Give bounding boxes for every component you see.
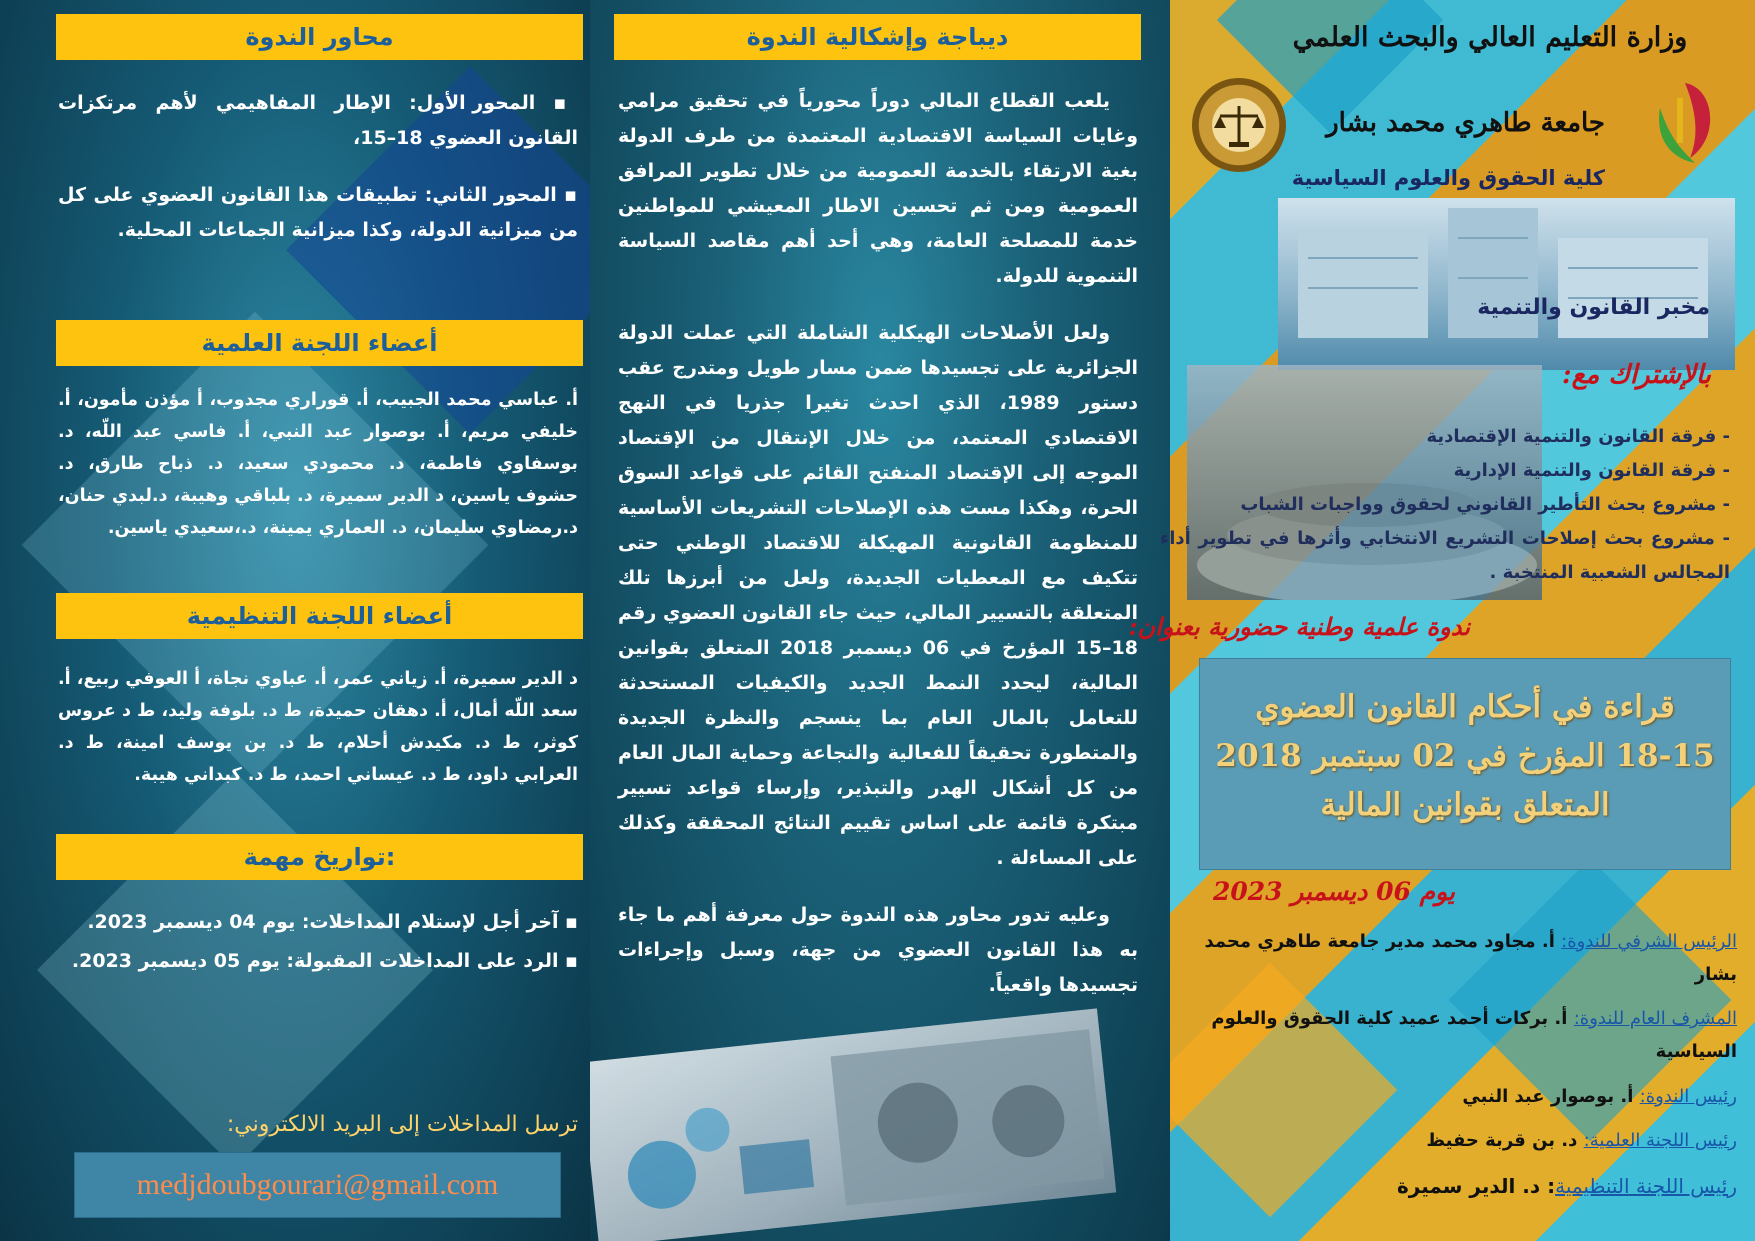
role-value: أ. بركات أحمد عميد كلية الحقوق والعلوم السياسية bbox=[1211, 1008, 1737, 1062]
axis-item: ▪ المحور الثاني: تطبيقات هذا القانون العضوي على كل من ميزانية الدولة، وكذا ميزانية الجماعات المحلية. bbox=[58, 178, 578, 248]
seminar-date: يوم 06 ديسمبر 2023 bbox=[1212, 877, 1455, 906]
seminar-title bbox=[1200, 683, 1730, 830]
partnership-heading: بالإشتراك مع: bbox=[1561, 360, 1711, 390]
axes-heading: محاور الندوة bbox=[56, 14, 583, 60]
scales-of-justice-icon bbox=[1192, 78, 1286, 172]
organizing-committee-heading: أعضاء اللجنة التنظيمية bbox=[56, 593, 583, 639]
title-line: قراءة في أحكام القانون العضوي bbox=[1255, 689, 1675, 725]
title-line: 18-15 المؤرخ في 02 سبتمبر 2018 bbox=[1215, 738, 1715, 774]
axis-item: ▪ المحور الأول: الإطار المفاهيمي لأهم مرتكزات القانون العضوي 18–15، bbox=[58, 86, 578, 156]
role-value: أ. بوصوار عبد النبي bbox=[1462, 1086, 1640, 1107]
role-general-supervisor bbox=[1167, 1002, 1737, 1068]
role-value: : د. الدير سميرة bbox=[1396, 1174, 1556, 1198]
preamble-heading: ديباجة وإشكالية الندوة bbox=[614, 14, 1141, 60]
paragraph: ولعل الأصلاحات الهيكلية الشاملة التي عملت الدولة الجزائرية على تجسيدها ضمن مسار طويل ومتدرج عقب دستور 1989، الذي احدث تغيرا جذريا في النهج الاقتصادي المعتمد، من خلال الإنتقال من الإقتصاد الموجه إلى الإقتصاد المنفتح القائم على قواعد السوق الحرة، وهكذا مست هذه الإصلاحات التشريعات الأساسية للمنظومة القانونية المهيكلة للاقتصاد الوطني حتى تتكيف مع المعطيات الجديدة، ولعل من أبرزها تلك المتعلقة بالتسيير المالي، حيث جاء القانون العضوي رقم 18–15 المؤرخ في 06 ديسمبر 2018 المتعلق بقوانين المالية، ليحدد النمط الجديد والكيفيات المستحدثة للتعامل بالمال العام بما ينسجم والنظرة الجديدة والمتطورة تحقيقاً للفعالية والنجاعة وحماية المال العام من كل أشكال الهدر والتبذير، وإرساء قواعد تسيير مبتكرة قائمة على اساس تقييم النتائج المحققة وكذلك على المساءلة . bbox=[618, 322, 1139, 869]
partner-item: - فرقة القانون والتنمية الإدارية bbox=[1453, 460, 1730, 481]
important-dates-heading: تواريخ مهمة: bbox=[56, 834, 583, 880]
middle-panel bbox=[590, 0, 1170, 1241]
role-value: د. بن قربة حفيظ bbox=[1426, 1130, 1584, 1151]
email-link[interactable]: medjdoubgourari@gmail.com bbox=[74, 1152, 561, 1218]
dates-list bbox=[58, 905, 578, 979]
scientific-committee-heading: أعضاء اللجنة العلمية bbox=[56, 320, 583, 366]
partners-list bbox=[1160, 420, 1730, 590]
seminar-label: ندوة علمية وطنية حضورية بعنوان: bbox=[1128, 612, 1470, 641]
role-organizing-chair bbox=[1167, 1170, 1737, 1203]
seminar-title-box bbox=[1199, 658, 1731, 870]
title-line: المتعلق بقوانين المالية bbox=[1320, 787, 1610, 823]
role-value: أ. مجاود محمد مدير جامعة طاهري محمد بشار bbox=[1204, 931, 1737, 985]
date-item: ▪ آخر أجل لإستلام المداخلات: يوم 04 ديسمبر 2023. bbox=[58, 905, 578, 940]
faculty-name: كلية الحقوق والعلوم السياسية bbox=[1291, 166, 1605, 190]
role-seminar-president bbox=[1167, 1080, 1737, 1113]
faculty-logo bbox=[1192, 78, 1286, 172]
role-label: رئيس اللجنة التنظيمية bbox=[1555, 1174, 1737, 1198]
axes-list bbox=[58, 86, 578, 248]
preamble-body bbox=[618, 84, 1138, 1003]
scientific-committee-members: أ. عباسي محمد الجبيب، أ. قوراري مجدوب، أ مؤذن مأمون، أ. خليفي مريم، أ. بوصوار عبد النبي، أ. فاسي عبد اللّه، د. بوسفاوي فاطمة، د. محمودي سعيد، د. ذباح طارق، د. حشوف ياسين، د الدير سميرة، د. بلباقي وهيبة، د.لبدي حنان، د.رمضاوي سليمان، د. العماري يمينة، د.،سعيدي ياسين. bbox=[58, 390, 578, 538]
partner-item: - مشروع بحث التأطير القانوني لحقوق وواجبات الشباب bbox=[1240, 494, 1730, 515]
banknotes-photo bbox=[590, 1008, 1116, 1241]
role-label: رئيس الندوة: bbox=[1639, 1086, 1737, 1107]
role-honorary-president bbox=[1167, 925, 1737, 991]
paragraph: وعليه تدور محاور هذه الندوة حول معرفة أهم ما جاء به هذا القانون العضوي من جهة، وسبل وإجراءات تجسيدها واقعياً. bbox=[618, 904, 1138, 996]
organizing-committee-members: د الدير سميرة، أ. زياني عمر، أ. عباوي نجاة، أ العوفي ربيع، أ. سعد اللّه أمال، أ. دهقان حميدة، ط د. بلوفة وليد، ط د عروس كوثر، ط د. مكيدش أحلام، ط د. بن يوسف امينة، ط د. العرابي داود، ط د. عيساني احمد، ط د. كبداني هيبة. bbox=[58, 669, 578, 785]
lab-name: مخبر القانون والتنمية bbox=[1477, 295, 1710, 320]
left-panel bbox=[0, 0, 590, 1241]
partner-item: - مشروع بحث إصلاحات التشريع الانتخابي وأثرها في تطوير أداء المجالس الشعبية المنتخبة . bbox=[1160, 528, 1730, 583]
partner-item: - فرقة القانون والتنمية الإقتصادية bbox=[1426, 426, 1730, 447]
paragraph: يلعب القطاع المالي دوراً محورياً في تحقيق مرامي وغايات السياسة الاقتصادية المعتمدة من طرف الدولة بغية الارتقاء بالخدمة العمومية من خلال تطوير المرافق العمومية ومن ثم تحسين الاطار المعيشي للمواطنين خدمة للمصلحة العامة، وهي أحد أهم مقاصد السياسة التنموية للدولة. bbox=[618, 90, 1138, 287]
role-scientific-chair bbox=[1167, 1124, 1737, 1157]
role-label: الرئيس الشرفي للندوة: bbox=[1561, 931, 1737, 952]
building-photo bbox=[1278, 198, 1735, 370]
university-name: جامعة طاهري محمد بشار bbox=[1326, 108, 1605, 138]
university-logo bbox=[1645, 78, 1725, 168]
date-item: ▪ الرد على المداخلات المقبولة: يوم 05 ديسمبر 2023. bbox=[58, 944, 578, 979]
role-label: رئيس اللجنة العلمية: bbox=[1583, 1130, 1737, 1151]
role-label: المشرف العام للندوة: bbox=[1573, 1008, 1737, 1029]
ministry-name: وزارة التعليم العالي والبحث العلمي bbox=[1292, 22, 1688, 53]
send-to-label: ترسل المداخلات إلى البريد الالكتروني: bbox=[226, 1112, 578, 1137]
